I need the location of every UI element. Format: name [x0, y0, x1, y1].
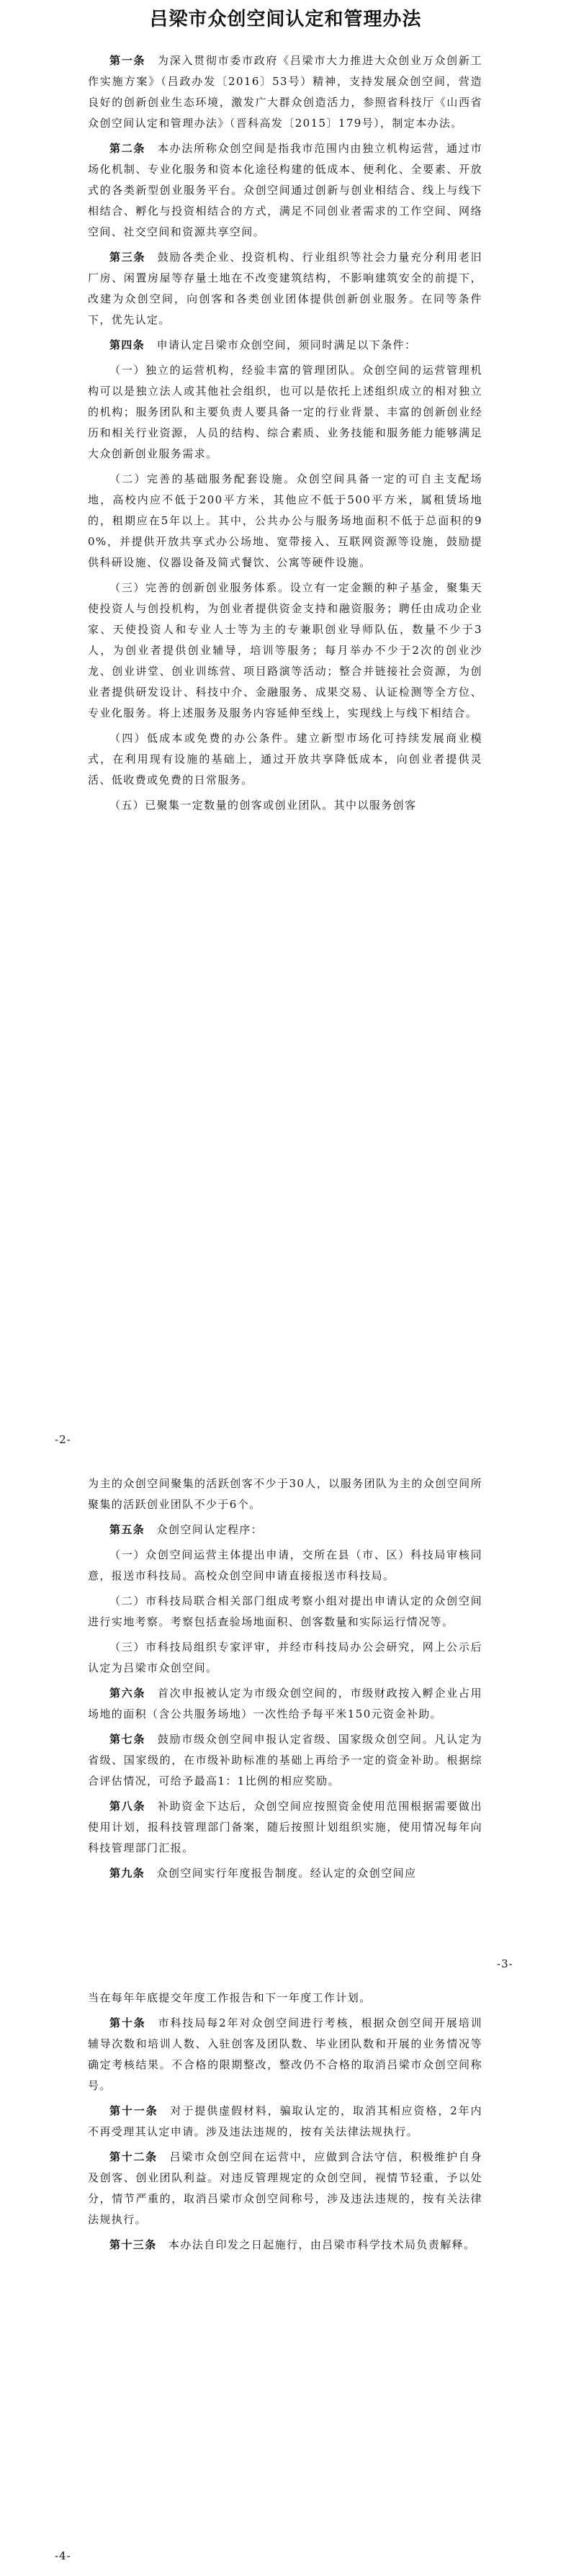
article-number: 第十一条 — [109, 2104, 158, 2117]
paragraph — [88, 578, 482, 724]
page-number-4: -4- — [55, 2549, 71, 2562]
article-text: （二）市科技局联合相关部门组成考察小组对提出申请认定的众创空间进行实地考察。考察包括查验场地面积、创客数量和实际运行情况等。 — [88, 1594, 482, 1628]
article-text: 补助资金下达后，众创空间应按照资金使用范围根据需要做出使用计划，报科技管理部门备案，随后按照计划组织实施，使用情况每年向科技管理部门汇报。 — [88, 1800, 483, 1854]
paragraph — [88, 1683, 482, 1725]
paragraph — [88, 335, 482, 356]
paragraph — [88, 1520, 482, 1540]
article-number: 第十条 — [109, 2016, 146, 2029]
article-number: 第七条 — [109, 1733, 146, 1746]
article-text: （三）完善的创新创业服务体系。设立有一定金额的种子基金，聚集天使投资人与创投机构，为创业者提供资金支持和融资服务；聘任由成功企业家、天使投资人和专业人士等为主的专兼职创业导师队伍，数量不少于3人，为创业者提供创业辅导，培训等服务；每月举办不少于2次的创业沙龙、创业讲堂、创业训练营、项目路演等活动；整合并链接社会资源，为创业者提供研发设计、科技中介、金融服务、成果交易、认证检测等全方位、专业化服务。将上述服务及服务内容延伸至线上，实现线上与线下相结合。 — [88, 581, 482, 719]
article-text: 鼓励市级众创空间申报认定省级、国家级众创空间。凡认定为省级、国家级的，在市级补助标准的基础上再给予一定的资金补助。根据综合评估情况，可给予最高1：1比例的相应奖励。 — [88, 1733, 483, 1787]
article-number: 第九条 — [109, 1867, 145, 1880]
article-text: 申请认定吕梁市众创空间，须同时满足以下条件： — [156, 338, 417, 351]
paragraph — [88, 469, 482, 573]
article-text: 众创空间认定程序： — [156, 1523, 264, 1536]
article-text: 吕梁市众创空间在运营中，应做到合法守信，积极维护自身及创客、创业团队利益。对违反管理规定的众创空间，视情节轻重，予以处分，情节严重的，取消吕梁市众创空间称号，涉及违法违规的，按有关法律法规执行。 — [88, 2150, 483, 2226]
page-section-3 — [88, 1988, 482, 2260]
paragraph — [88, 138, 482, 243]
paragraph — [88, 795, 482, 816]
article-number: 第八条 — [109, 1800, 146, 1813]
article-number: 第一条 — [109, 54, 146, 67]
paragraph — [88, 1473, 482, 1515]
article-text: 本办法自印发之日起施行，由吕梁市科学技术局负责解释。 — [168, 2238, 476, 2251]
page-section-2 — [88, 1473, 482, 1888]
article-text: （四）低成本或免费的办公条件。建立新型市场化可持续发展商业模式，在利用现有设施的基础上，通过开放共享降低成本，向创业者提供灵活、低收费或免费的日常服务。 — [88, 732, 482, 786]
article-text: （三）市科技局组织专家评审，并经市科技局办公会研究，网上公示后认定为吕梁市众创空间。 — [88, 1641, 482, 1674]
article-number: 第十二条 — [109, 2150, 158, 2163]
paragraph — [88, 2147, 482, 2230]
paragraph — [88, 1729, 482, 1792]
paragraph — [88, 1863, 482, 1884]
article-text: 鼓励各类企业、投资机构、行业组织等社会力量充分利用老旧厂房、闲置房屋等存量土地在不改变建筑结构，不影响建筑安全的前提下，改建为众创空间，向创客和各类创业团体提供创新创业服务。在同等条件下，优先认定。 — [88, 251, 483, 326]
article-number: 第十三条 — [109, 2238, 157, 2251]
paragraph — [88, 2101, 482, 2142]
article-number: 第三条 — [109, 251, 146, 264]
paragraph — [88, 1796, 482, 1859]
page-number-3: -3- — [497, 1957, 513, 1970]
paragraph — [88, 360, 482, 465]
article-text: 当在每年年底提交年度工作报告和下一年度工作计划。 — [88, 1991, 372, 2004]
article-text: （二）完善的基础服务配套设施。众创空间具备一定的可自主支配场地，高校内应不低于200平方米，其他应不低于500平方米，属租赁场地的，租期应在5年以上。其中，公共办公与服务场地面积不低于总面积的90%，并提供开放共享式办公场地、宽带接入、互联网资源等设施，鼓励提供科研设施、仪器设备及简式餐饮、公寓等硬件设施。 — [88, 472, 482, 569]
article-number: 第五条 — [109, 1523, 145, 1536]
paragraph — [88, 1545, 482, 1587]
article-text: 市科技局每2年对众创空间进行考核，根据众创空间开展培训辅导次数和培训人数、入驻创客及团队数、毕业团队数和开展的业务情况等确定考核结果。不合格的限期整改，整改仍不合格的取消吕梁市众创空间称号。 — [88, 2016, 482, 2092]
article-text: （一）众创空间运营主体提出申请，交所在县（市、区）科技局审核同意，报送市科技局。高校众创空间申请直接报送市科技局。 — [88, 1548, 482, 1582]
article-text: 众创空间实行年度报告制度。经认定的众创空间应 — [156, 1867, 417, 1880]
article-text: 为主的众创空间聚集的活跃创客不少于30人，以服务团队为主的众创空间所聚集的活跃创业团队不少于6个。 — [88, 1477, 482, 1511]
article-number: 第二条 — [109, 142, 146, 155]
page-number-2: -2- — [55, 1433, 71, 1446]
article-number: 第六条 — [109, 1687, 146, 1700]
paragraph — [88, 50, 482, 134]
paragraph — [88, 1988, 482, 2009]
article-text: 首次申报被认定为市级众创空间的，市级财政按入孵企业占用场地的面积（含公共服务场地）一次性给予每平米150元资金补助。 — [88, 1687, 483, 1720]
paragraph — [88, 247, 482, 331]
article-number: 第四条 — [109, 338, 145, 351]
article-text: 对于提供虚假材料，骗取认定的，取消其相应资格，2年内不再受理其认定申请。涉及违法违规的，按有关法律法规执行。 — [88, 2104, 482, 2138]
paragraph — [88, 1637, 482, 1679]
article-text: 本办法所称众创空间是指我市范围内由独立机构运营，通过市场化机制、专业化服务和资本化途径构建的低成本、便利化、全要素、开放式的各类新型创业服务平台。众创空间通过创新与创业相结合、线上与线下相结合、孵化与投资相结合的方式，满足不同创业者需求的工作空间、网络空间、社交空间和资源共享空间。 — [88, 142, 483, 238]
paragraph — [88, 728, 482, 791]
article-text: （五）已聚集一定数量的创客或创业团队。其中以服务创客 — [109, 799, 417, 812]
article-text: （一）独立的运营机构，经验丰富的管理团队。众创空间的运营管理机构可以是独立法人或其他社会组织，也可以是依托上述组织成立的相对独立的机构；服务团队和主要负责人要具备一定的行业背景、丰富的创新创业经历和相关行业资源，人员的结构、综合素质、业务技能和服务能力能够满足大众创新创业服务需求。 — [88, 364, 482, 460]
paragraph — [88, 2235, 482, 2256]
paragraph — [88, 2013, 482, 2096]
page-section-1 — [88, 50, 482, 820]
document-title: 吕梁市众创空间认定和管理办法 — [149, 9, 422, 30]
paragraph — [88, 1591, 482, 1633]
article-text: 为深入贯彻市委市政府《吕梁市大力推进大众创业万众创新工作实施方案》（吕政办发〔2016〕53号）精神，支持发展众创空间，营造良好的创新创业生态环境，激发广大群众创造活力，参照省科技厅《山西省众创空间认定和管理办法》（晋科高发〔2015〕179号），制定本办法。 — [88, 54, 483, 130]
